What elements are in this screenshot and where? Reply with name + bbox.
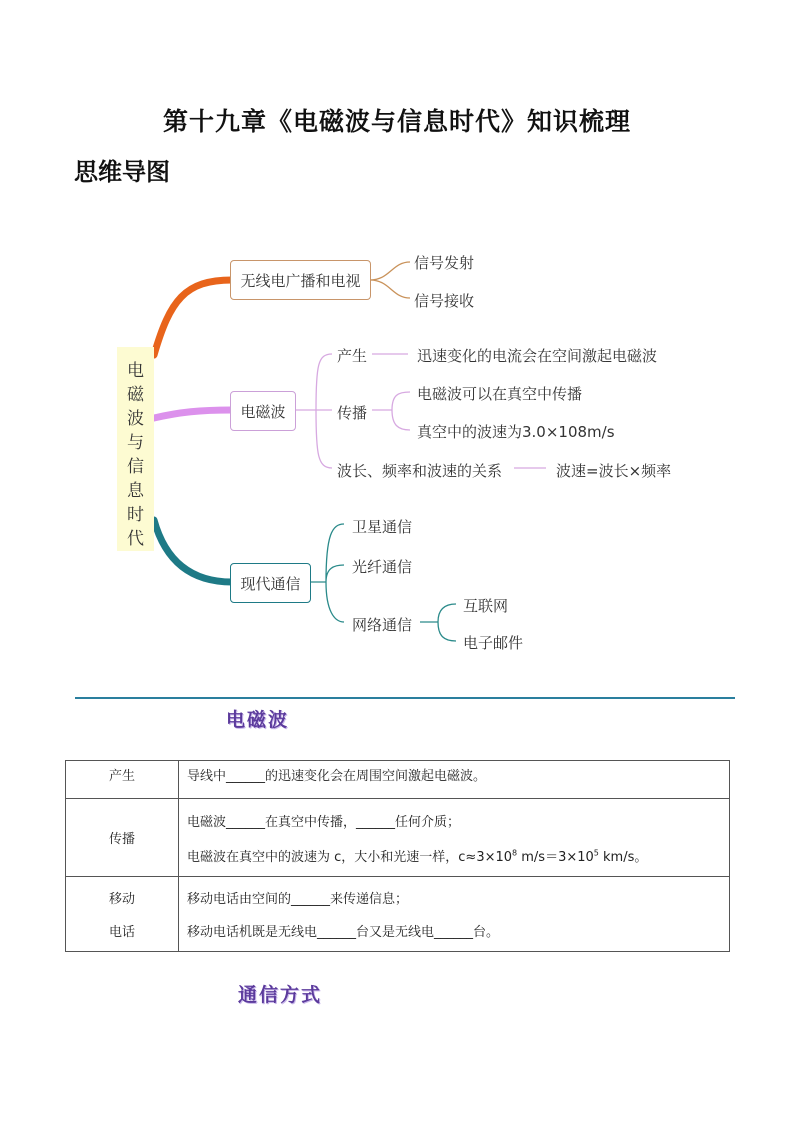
- node-produce: 产生: [337, 347, 368, 365]
- node-relation-detail: 波速=波长×频率: [556, 462, 672, 480]
- root-char: 信: [127, 457, 144, 477]
- table-row: [66, 877, 730, 952]
- section-heading-em-wave: 电磁波: [226, 709, 290, 731]
- node-internet: 互联网: [463, 597, 509, 615]
- root-char: 波: [127, 409, 144, 429]
- node-spread-speed: 真空中的波速为3.0×108m/s: [417, 423, 615, 441]
- connector-branch2: [154, 410, 232, 418]
- row-line: 导线中______的迅速变化会在周围空间激起电磁波。: [187, 769, 487, 784]
- mindmap-root: [117, 347, 154, 551]
- row-key: 产生: [66, 761, 179, 799]
- row-value: [179, 877, 730, 952]
- row-line: 电磁波______在真空中传播，______任何介质；: [187, 814, 461, 830]
- table-row: [66, 799, 730, 877]
- branch-em-wave: 电磁波: [230, 391, 296, 431]
- node-network: 网络通信: [352, 616, 413, 634]
- formula-exponent: 8: [512, 848, 518, 858]
- formula-mid: m/s＝3×10: [517, 849, 594, 865]
- node-spread-vacuum: 电磁波可以在真空中传播: [417, 385, 583, 403]
- connector-b1-children: [370, 262, 410, 298]
- node-spread: 传播: [337, 404, 368, 422]
- node-produce-detail: 迅速变化的电流会在空间激起电磁波: [417, 347, 658, 365]
- knowledge-table: [65, 760, 730, 952]
- connector-spread: [372, 392, 410, 430]
- page-title: 第十九章《电磁波与信息时代》知识梳理: [162, 107, 631, 136]
- formula-prefix: 电磁波在真空中的波速为 c，大小和光速一样，c≈3×10: [187, 849, 513, 865]
- root-char: 代: [127, 529, 144, 549]
- table-row: [66, 761, 730, 799]
- row-key: 传播: [66, 799, 179, 877]
- node-relation: 波长、频率和波速的关系: [337, 462, 503, 480]
- connector-b2-children: [296, 354, 332, 468]
- root-char: 时: [127, 505, 144, 525]
- branch-modern-comm: 现代通信: [230, 563, 311, 603]
- root-char: 电: [127, 361, 144, 381]
- row-key: [66, 877, 179, 952]
- row-key-line: 电话: [108, 925, 135, 940]
- row-line: 移动电话机既是无线电______台又是无线电______台。: [187, 925, 500, 940]
- section-title: 思维导图: [74, 158, 170, 186]
- connector-branch1: [154, 280, 232, 355]
- branch-radio-tv: 无线电广播和电视: [230, 260, 371, 300]
- node-signal-receive: 信号接收: [414, 292, 475, 310]
- node-fiber: 光纤通信: [352, 558, 413, 576]
- node-signal-send: 信号发射: [414, 254, 475, 272]
- formula-exponent: 5: [593, 848, 599, 858]
- row-value: [179, 761, 730, 799]
- root-char: 息: [127, 481, 144, 501]
- connector-branch3: [154, 520, 232, 582]
- connector-network: [420, 604, 456, 641]
- connector-b3-children: [310, 524, 344, 622]
- node-satellite: 卫星通信: [352, 518, 413, 536]
- row-key-line: 移动: [108, 892, 135, 907]
- row-line-formula: [187, 846, 728, 865]
- formula-suffix: km/s。: [598, 849, 648, 865]
- node-email: 电子邮件: [463, 634, 524, 652]
- row-line: 移动电话由空间的______来传递信息；: [187, 892, 409, 907]
- section-heading-comm-methods: 通信方式: [238, 984, 323, 1006]
- row-value: [179, 799, 730, 877]
- section-divider: [75, 697, 735, 699]
- root-char: 与: [127, 433, 144, 453]
- root-char: 磁: [127, 385, 144, 405]
